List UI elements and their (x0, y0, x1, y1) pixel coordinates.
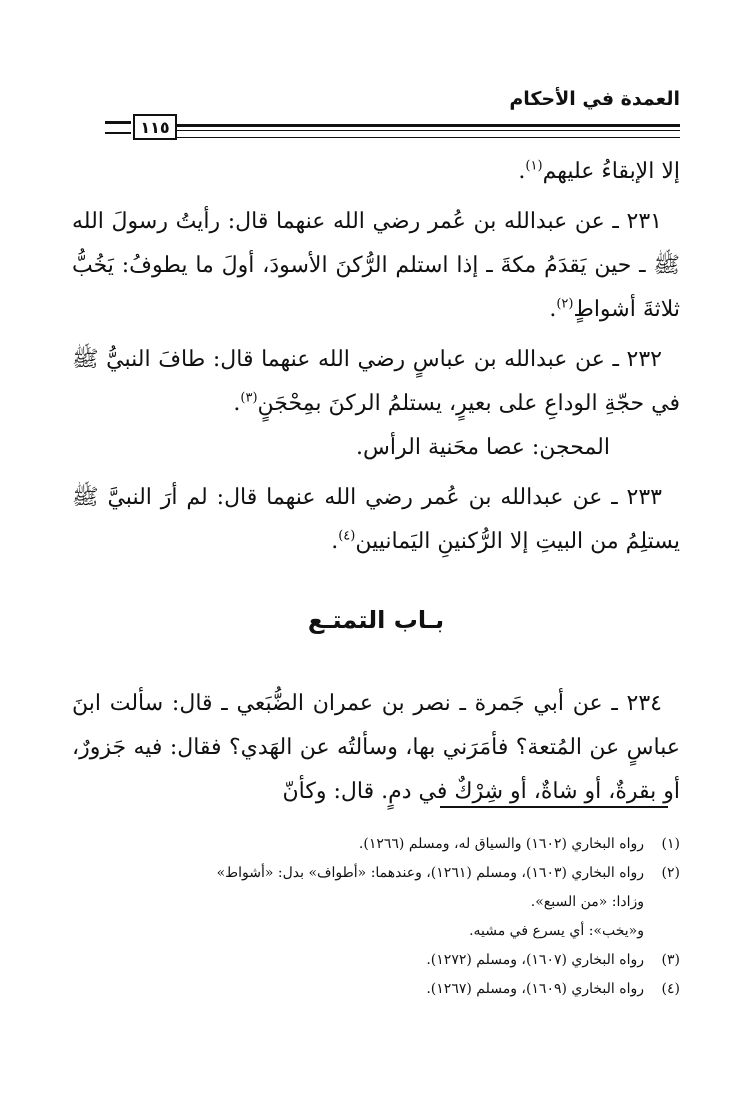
hadith-234: ٢٣٤ ـ عن أبي جَمرة ـ نصر بن عمران الضُّبَعي ـ قال: سألت ابنَ عباسٍ عن المُتعة؟ فأمَرَني بها، وسألتُه عن الهَدي؟ فقال: فيه جَزورٌ، أو بقرةٌ، أو شاةٌ، أو شِرْكٌ في دمٍ. قال: وكأنّ (72, 691, 680, 804)
footnote-ref: (٢) (556, 296, 574, 312)
page-header (105, 88, 680, 138)
header-rule-left (105, 121, 131, 134)
footnote-1 (72, 830, 680, 859)
hadith-232: ٢٣٢ ـ عن عبدالله بن عباسٍ رضي الله عنهما قال: طافَ النبيُّ ﷺ في حجّةِ الوداعِ على بعيرٍ، يستلمُ الركنَ بمِحْجَنٍ$^{(٣)}$. (72, 347, 680, 416)
footnote-text: رواه البخاري (١٦٠٩)، ومسلم (١٢٦٧). (426, 981, 644, 997)
footnote-divider (440, 806, 668, 808)
paragraph-continuation: إلا الإبقاءُ عليهم$^{(١)}$. (518, 158, 680, 184)
page-number: ١١٥ (133, 114, 177, 140)
section-heading: بـاب التمتـع (307, 606, 445, 634)
footnote-ref: (٤) (338, 528, 356, 544)
footnote-2 (72, 859, 680, 888)
footnotes (72, 830, 680, 1004)
footnote-3 (72, 946, 680, 975)
footnote-4 (72, 975, 680, 1004)
footnote-number: (٣) (661, 952, 680, 968)
footnote-2-continuation: وزادا: «من السبع». (530, 894, 644, 910)
footnote-ref: (١) (525, 158, 543, 174)
running-title: العمدة في الأحكام (509, 88, 680, 110)
hadith-233: ٢٣٣ ـ عن عبدالله بن عُمر رضي الله عنهما قال: لم أرَ النبيَّ ﷺ يستلِمُ من البيتِ إلا الرُّكنينِ اليَمانيين$^{(٤)}$. (72, 485, 680, 554)
footnote-number: (٤) (661, 981, 680, 997)
footnote-number: (٢) (661, 865, 680, 881)
hadith-231: ٢٣١ ـ عن عبدالله بن عُمر رضي الله عنهما قال: رأيتُ رسولَ الله ﷺ ـ حين يَقدَمُ مكةَ ـ إذا استلم الرُّكنَ الأسودَ، أولَ ما يطوفُ: يَخُبُّ ثلاثةَ أشواطٍ$^{(٢)}$. (72, 209, 680, 322)
footnote-text: رواه البخاري (١٦٠٣)، ومسلم (١٢٦١)، وعندهما: «أطواف» بدل: «أشواط» (216, 865, 644, 881)
gloss-mihjan: المحجن: عصا محَنية الرأس. (356, 435, 610, 460)
footnote-ref: (٣) (240, 390, 258, 406)
hadith-text: ٢٣٢ ـ عن عبدالله بن عباسٍ رضي الله عنهما قال: طافَ النبيُّ ﷺ في حجّةِ الوداعِ على بعيرٍ، يستلمُ الركنَ بمِحْجَنٍ (72, 347, 680, 416)
footnote-number: (١) (661, 836, 680, 852)
main-text (72, 150, 680, 814)
paragraph-text: إلا الإبقاءُ عليهم (542, 159, 680, 184)
header-rule (177, 124, 680, 138)
footnote-text: رواه البخاري (١٦٠٢) والسياق له، ومسلم (١٢٦٦). (358, 836, 644, 852)
footnote-text: رواه البخاري (١٦٠٧)، ومسلم (١٢٧٢). (426, 952, 644, 968)
hadith-text: ٢٣٣ ـ عن عبدالله بن عُمر رضي الله عنهما قال: لم أرَ النبيَّ ﷺ يستلِمُ من البيتِ إلا الرُّكنينِ اليَمانيين (72, 485, 680, 554)
footnote-2-continuation: و«يخب»: أي يسرع في مشيه. (469, 923, 644, 939)
hadith-text: ٢٣١ ـ عن عبدالله بن عُمر رضي الله عنهما قال: رأيتُ رسولَ الله ﷺ ـ حين يَقدَمُ مكةَ ـ إذا استلم الرُّكنَ الأسودَ، أولَ ما يطوفُ: يَخُبُّ ثلاثةَ أشواطٍ (72, 209, 680, 322)
